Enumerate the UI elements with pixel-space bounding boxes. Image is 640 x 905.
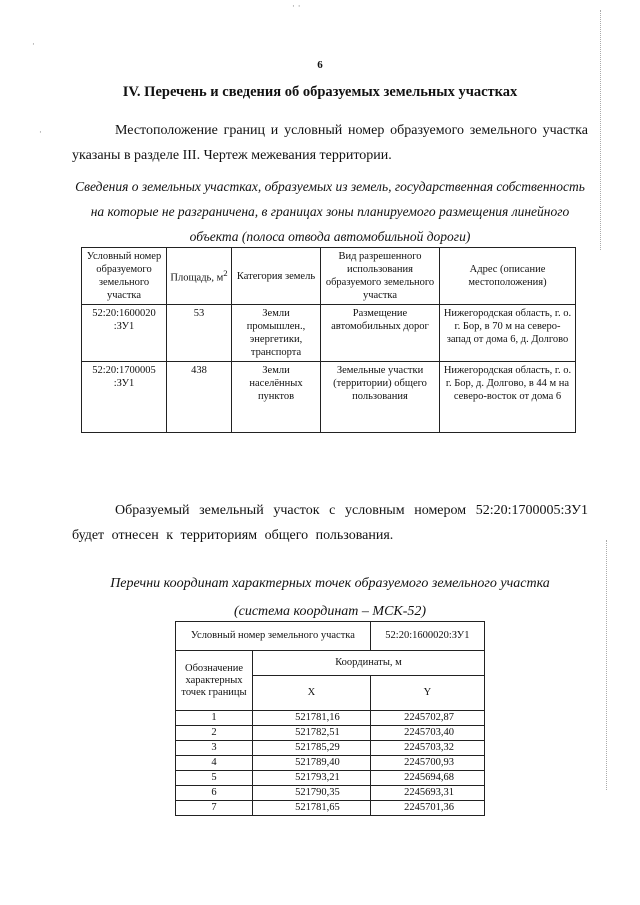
coord-x: 521781,16 (253, 711, 371, 726)
table-row (176, 741, 485, 756)
plots-table (81, 247, 576, 433)
cell-area: 438 (167, 362, 232, 433)
coord-x: 521793,21 (253, 771, 371, 786)
plots-table-header (82, 248, 576, 305)
table-row (82, 305, 576, 362)
point-id: 4 (176, 756, 253, 771)
header-area-sup: 2 (223, 268, 228, 279)
header-category: Категория земель (232, 248, 321, 305)
public-use-paragraph: Образуемый земельный участок с условным номером 52:20:1700005:ЗУ1 будет отнесен к территориям общего пользования. (72, 503, 588, 543)
coords-plot-row (176, 622, 485, 651)
cell-use: Размещение автомобильных дорог (321, 305, 440, 362)
point-id: 2 (176, 726, 253, 741)
cell-use: Земельные участки (территории) общего пользования (321, 362, 440, 433)
header-address: Адрес (описание местоположения) (440, 248, 576, 305)
scan-edge-line (606, 540, 608, 790)
coords-header-row (176, 651, 485, 676)
point-id: 3 (176, 741, 253, 756)
point-id: 6 (176, 786, 253, 801)
cell-address: Нижегородская область, г. о. г. Бор, в 70 м на северо-запад от дома 6, д. Долгово (440, 305, 576, 362)
coord-x: 521785,29 (253, 741, 371, 756)
cell-address: Нижегородская область, г. о. г. Бор, д. Долгово, в 44 м на северо-восток от дома 6 (440, 362, 576, 433)
header-area-label: Площадь, м (170, 272, 224, 284)
coord-x: 521790,35 (253, 786, 371, 801)
header-use: Вид разрешенного использования образуемого земельного участка (321, 248, 440, 305)
coord-x: 521781,65 (253, 801, 371, 816)
table-row (82, 362, 576, 433)
scan-artifact: · (39, 128, 42, 138)
plots-heading: Сведения о земельных участках, образуемых из земель, государственная собственность на которые не разграничена, в границах зоны планируемого размещения линейного объекта (полоса отвода автомобильной дороги) (75, 179, 585, 244)
table-row (176, 711, 485, 726)
header-number: Условный номер образуемого земельного участка (82, 248, 167, 305)
cell-category: Земли промышлен., энергетики, транспорта (232, 305, 321, 362)
cell-number: 52:20:1700005 :ЗУ1 (82, 362, 167, 433)
header-area (167, 248, 232, 305)
page-number: 6 (317, 59, 323, 71)
coords-heading (72, 570, 588, 626)
point-label: Обозначение характерных точек границы (176, 651, 253, 711)
section-title: IV. Перечень и сведения об образуемых земельных участках (122, 84, 518, 100)
coord-x: 521782,51 (253, 726, 371, 741)
coord-y: 2245693,31 (370, 786, 484, 801)
scan-artifact: · · (292, 2, 301, 12)
coord-y: 2245703,40 (370, 726, 484, 741)
cell-area: 53 (167, 305, 232, 362)
point-id: 7 (176, 801, 253, 816)
y-label: Y (370, 676, 484, 711)
cell-category: Земли населённых пунктов (232, 362, 321, 433)
coord-y: 2245694,68 (370, 771, 484, 786)
point-id: 1 (176, 711, 253, 726)
table-row (176, 756, 485, 771)
table-row (176, 771, 485, 786)
table-row (176, 726, 485, 741)
table-row (176, 801, 485, 816)
coord-y: 2245701,36 (370, 801, 484, 816)
scan-edge-line (600, 10, 602, 250)
table-row (176, 786, 485, 801)
coord-y: 2245703,32 (370, 741, 484, 756)
coords-label: Координаты, м (253, 651, 485, 676)
coord-y: 2245702,87 (370, 711, 484, 726)
coords-table (175, 621, 485, 816)
cell-number: 52:20:1600020 :ЗУ1 (82, 305, 167, 362)
coords-heading-line1: Перечни координат характерных точек образуемого земельного участка (110, 576, 550, 591)
coords-heading-line2: (система координат – МСК-52) (233, 604, 427, 619)
scan-artifact: · (32, 40, 35, 50)
plot-number-value: 52:20:1600020:ЗУ1 (370, 622, 484, 651)
x-label: X (253, 676, 371, 711)
plot-number-label: Условный номер земельного участка (176, 622, 371, 651)
intro-paragraph: Местоположение границ и условный номер образуемого земельного участка указаны в разделе III. Чертеж межевания территории. (72, 123, 588, 163)
coord-y: 2245700,93 (370, 756, 484, 771)
point-id: 5 (176, 771, 253, 786)
coord-x: 521789,40 (253, 756, 371, 771)
